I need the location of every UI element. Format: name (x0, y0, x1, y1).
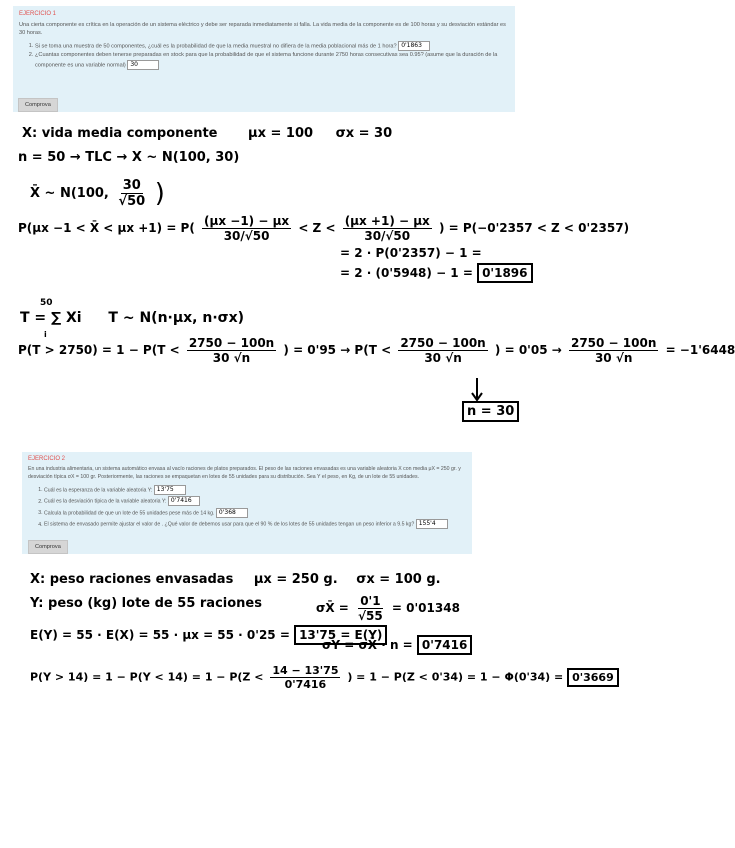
hw2-sigma-xbar: σX̄ = $\frac{0'1}{√55}$ = 0'01348 (316, 594, 460, 623)
exercise-1-question-1: 1. Si se toma una muestra de 50 componentes, ¿cuál es la probabilidad de que la media muestral no difiera de la media poblacional más de 1 hora? 0'1863 (35, 41, 509, 51)
exercise-1-description: Una cierta componente es crítica en la operación de un sistema eléctrico y debe ser reparada inmediatamente si falla. La vida media de la componente es de 100 horas y su desviación estándar es 30 horas. (19, 22, 506, 36)
hw1-line3: X̄ ~ N(100, $\frac{30}{√50}$ ) (30, 178, 165, 209)
hw1-line1: X: vida media componente μx = 100 σx = 30 (22, 126, 393, 141)
hw1-line5: = 2 · P(0'2357) − 1 = (340, 246, 482, 260)
hw2-probability-box: 0'3669 (567, 668, 619, 687)
exercise-2-question-1: 1. Cuál es la esperanza de la variable aleatoria Y: 13'75 (44, 485, 466, 496)
exercise-2-description: En una industria alimentaria, un sistema automático envasa al vacío raciones de platos preparados. El peso de las raciones envasadas es una variable aleatoria X con media μX = 250 gr. y desviación típica σX = 100 gr. Posteriormente, las raciones se empaquetan en lotes de 55 unidades para su distribución. Sea Y el peso, en Kg, de un lote de 55 unidades. (28, 466, 461, 480)
exercise-1-title: EJERCICIO 1 (19, 11, 57, 17)
exercise-1-panel (13, 6, 515, 112)
exercise-2-question-2: 2. Cuál es la desviación típica de la variable aleatoria Y: 0'7416 (44, 496, 466, 507)
hw1-line7: T = ∑ Xi T ~ N(n·μx, n·σx) (20, 310, 244, 326)
hw1-sum-sub: i (44, 330, 47, 339)
hw1-line6: = 2 · (0'5948) − 1 = 0'1896 (340, 266, 533, 280)
exercise-2-answer-1-input[interactable]: 13'75 (154, 485, 186, 495)
hw2-sigma-y: σY = σX̄ · n = 0'7416 (322, 638, 472, 652)
hw2-line2: Y: peso (kg) lote de 55 raciones (30, 596, 262, 611)
hw2-expectation-box: 13'75 = E(Y) (294, 625, 387, 645)
hw1-n-box: n = 30 (462, 404, 519, 419)
exercise-2-check-button[interactable]: Comprova (28, 540, 68, 554)
exercise-2-answer-3-input[interactable]: 0'368 (216, 508, 248, 518)
exercise-1-questions (19, 41, 509, 71)
hw2-line1: X: peso raciones envasadas μx = 250 g. σx = 100 g. (30, 572, 441, 587)
exercise-2-question-4: 4. El sistema de envasado permite ajustar el valor de . ¿Qué valor de debemos usar para que el 90 % de los lotes de 55 unidades tengan un peso inferior a 9.5 kg? 155'4 (44, 519, 466, 530)
exercise-1-question-2: 2. ¿Cuantas componentes deben tenerse preparadas en stock para que la probabilidad de que el sistema funcione durante 2750 horas consecutivas sea 0.95? (asume que la duración de la componente es una variable normal) 30 (35, 51, 509, 70)
exercise-2-title: EJERCICIO 2 (28, 456, 66, 462)
hw1-line8: P(T > 2750) = 1 − P(T < $\frac{2750 - 100n}{30 √n}$ ) = 0'95 → P(T < $\frac{2750 - 100n}{30 √n}$ ) = 0'05 → $\frac{2750 - 100n}{30 √n}$ = −1'6448 (18, 336, 735, 365)
hw1-sum-top: 50 (40, 298, 53, 308)
exercise-1-answer-1-input[interactable]: 0'1863 (398, 41, 430, 51)
exercise-2-panel (22, 452, 472, 554)
exercise-1-check-button[interactable]: Comprova (18, 98, 58, 112)
down-arrow-icon (470, 378, 484, 402)
exercise-2-answer-4-input[interactable]: 155'4 (416, 519, 448, 529)
exercise-2-questions (28, 485, 466, 531)
hw2-expectation: E(Y) = 55 · E(X) = 55 · μx = 55 · 0'25 = 13'75 = E(Y) (30, 628, 387, 642)
exercise-1-answer-2-input[interactable]: 30 (127, 60, 159, 70)
hw2-probability: P(Y > 14) = 1 − P(Y < 14) = 1 − P(Z < $\frac{14 - 13'75}{0'7416}$ ) = 1 − P(Z < 0'34) = 1 − Φ(0'34) = 0'3669 (30, 664, 619, 691)
hw1-line2: n = 50 → TLC → X ~ N(100, 30) (18, 150, 240, 165)
hw1-result-box: 0'1896 (477, 263, 532, 283)
hw1-line4: P(μx −1 < X̄ < μx +1) = P( $\frac{(\mu x -1) - \mu x}{30/√50}$ < Z < $\frac{(\mu x +1) - \mu x}{30/√50}$ ) = P(−0'2357 < Z < 0'2357) (18, 214, 630, 243)
hw2-sigma-y-box: 0'7416 (417, 635, 472, 655)
exercise-2-question-3: 3. Calcula la probabilidad de que un lote de 55 unidades pese más de 14 kg. 0'368 (44, 508, 466, 519)
exercise-2-answer-2-input[interactable]: 0'7416 (168, 496, 200, 506)
